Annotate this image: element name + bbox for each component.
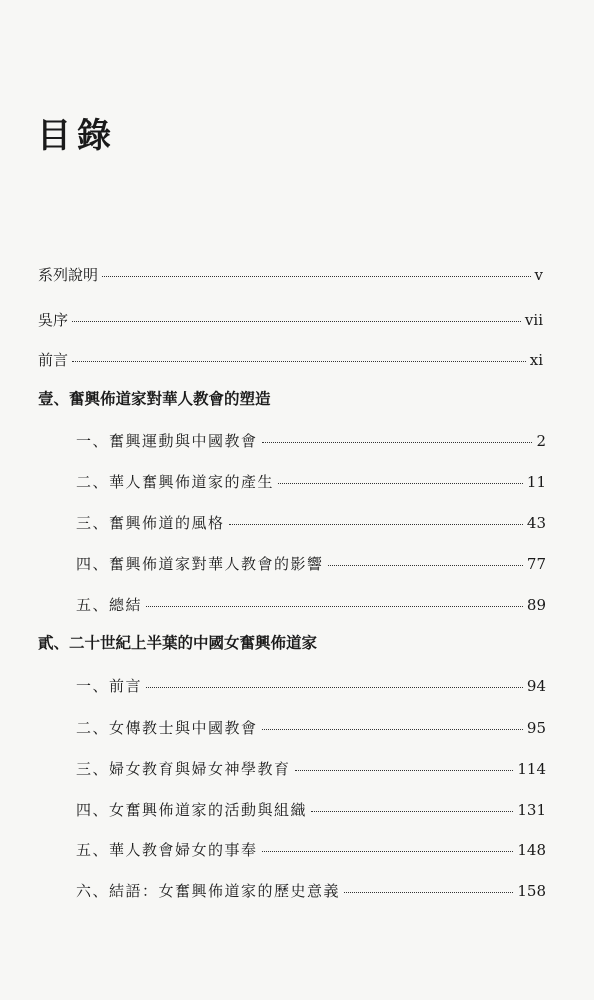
toc-entry-page: 158: [517, 882, 546, 900]
toc-entry-section[interactable]: [76, 675, 546, 697]
toc-entry-label: 系列說明: [38, 266, 99, 284]
toc-entry-label: 五、華人教會婦女的事奉: [76, 841, 258, 859]
toc-entry-label: 二、女傳教士與中國教會: [76, 719, 258, 737]
toc-entry-label: 四、女奮興佈道家的活動與組織: [76, 801, 308, 819]
toc-entry-page: vii: [524, 311, 543, 329]
dot-leader: [328, 565, 523, 566]
toc-entry-section[interactable]: [76, 594, 546, 616]
toc-entry-series-note[interactable]: [38, 264, 543, 286]
dot-leader: [72, 361, 526, 362]
page-title: 目錄: [37, 116, 117, 156]
toc-entry-foreword[interactable]: [38, 349, 543, 371]
toc-entry-label: 五、總結: [76, 596, 143, 614]
dot-leader: [278, 483, 523, 484]
toc-entry-section[interactable]: [76, 471, 546, 493]
toc-entry-label: 一、前言: [76, 677, 143, 695]
dot-leader: [262, 442, 533, 443]
toc-entry-section[interactable]: [76, 839, 546, 861]
dot-leader: [262, 851, 514, 852]
toc-entry-page: 95: [526, 719, 546, 737]
toc-entry-page: 114: [517, 760, 546, 778]
dot-leader: [311, 811, 513, 812]
dot-leader: [146, 687, 523, 688]
toc-entry-label: 二、華人奮興佈道家的產生: [76, 473, 275, 491]
toc-entry-page: 131: [517, 801, 546, 819]
dot-leader: [262, 729, 523, 730]
toc-entry-page: 77: [526, 555, 546, 573]
dot-leader: [229, 524, 523, 525]
toc-entry-label: 一、奮興運動與中國教會: [76, 432, 258, 450]
toc-entry-label: 前言: [38, 351, 69, 369]
toc-entry-section[interactable]: [76, 799, 546, 821]
toc-entry-section[interactable]: [76, 758, 546, 780]
toc-entry-page: 148: [517, 841, 546, 859]
toc-entry-page: v: [534, 266, 543, 284]
toc-entry-section[interactable]: [76, 880, 546, 902]
dot-leader: [102, 276, 531, 277]
toc-entry-label: 六、結語：女奮興佈道家的歷史意義: [76, 882, 341, 900]
toc-entry-page: 43: [526, 514, 546, 532]
toc-entry-section[interactable]: [76, 717, 546, 739]
toc-entry-section[interactable]: [76, 430, 546, 452]
dot-leader: [295, 770, 514, 771]
toc-entry-label: 四、奮興佈道家對華人教會的影響: [76, 555, 324, 573]
toc-entry-label: 三、奮興佈道的風格: [76, 514, 225, 532]
dot-leader: [146, 606, 523, 607]
toc-entry-page: xi: [529, 351, 543, 369]
toc-entry-page: 11: [526, 473, 546, 491]
dot-leader: [72, 321, 521, 322]
toc-entry-preface-wu[interactable]: [38, 309, 543, 331]
toc-entry-section[interactable]: [76, 512, 546, 534]
toc-entry-page: 94: [526, 677, 546, 695]
toc-entry-page: 89: [526, 596, 546, 614]
toc-entry-section[interactable]: [76, 553, 546, 575]
toc-entry-label: 吳序: [38, 311, 69, 329]
toc-entry-page: 2: [536, 432, 546, 450]
part-heading[interactable]: 壹、奮興佈道家對華人教會的塑造: [38, 389, 271, 408]
toc-entry-label: 三、婦女教育與婦女神學教育: [76, 760, 291, 778]
part-heading[interactable]: 貳、二十世紀上半葉的中國女奮興佈道家: [38, 633, 318, 652]
dot-leader: [344, 892, 513, 893]
